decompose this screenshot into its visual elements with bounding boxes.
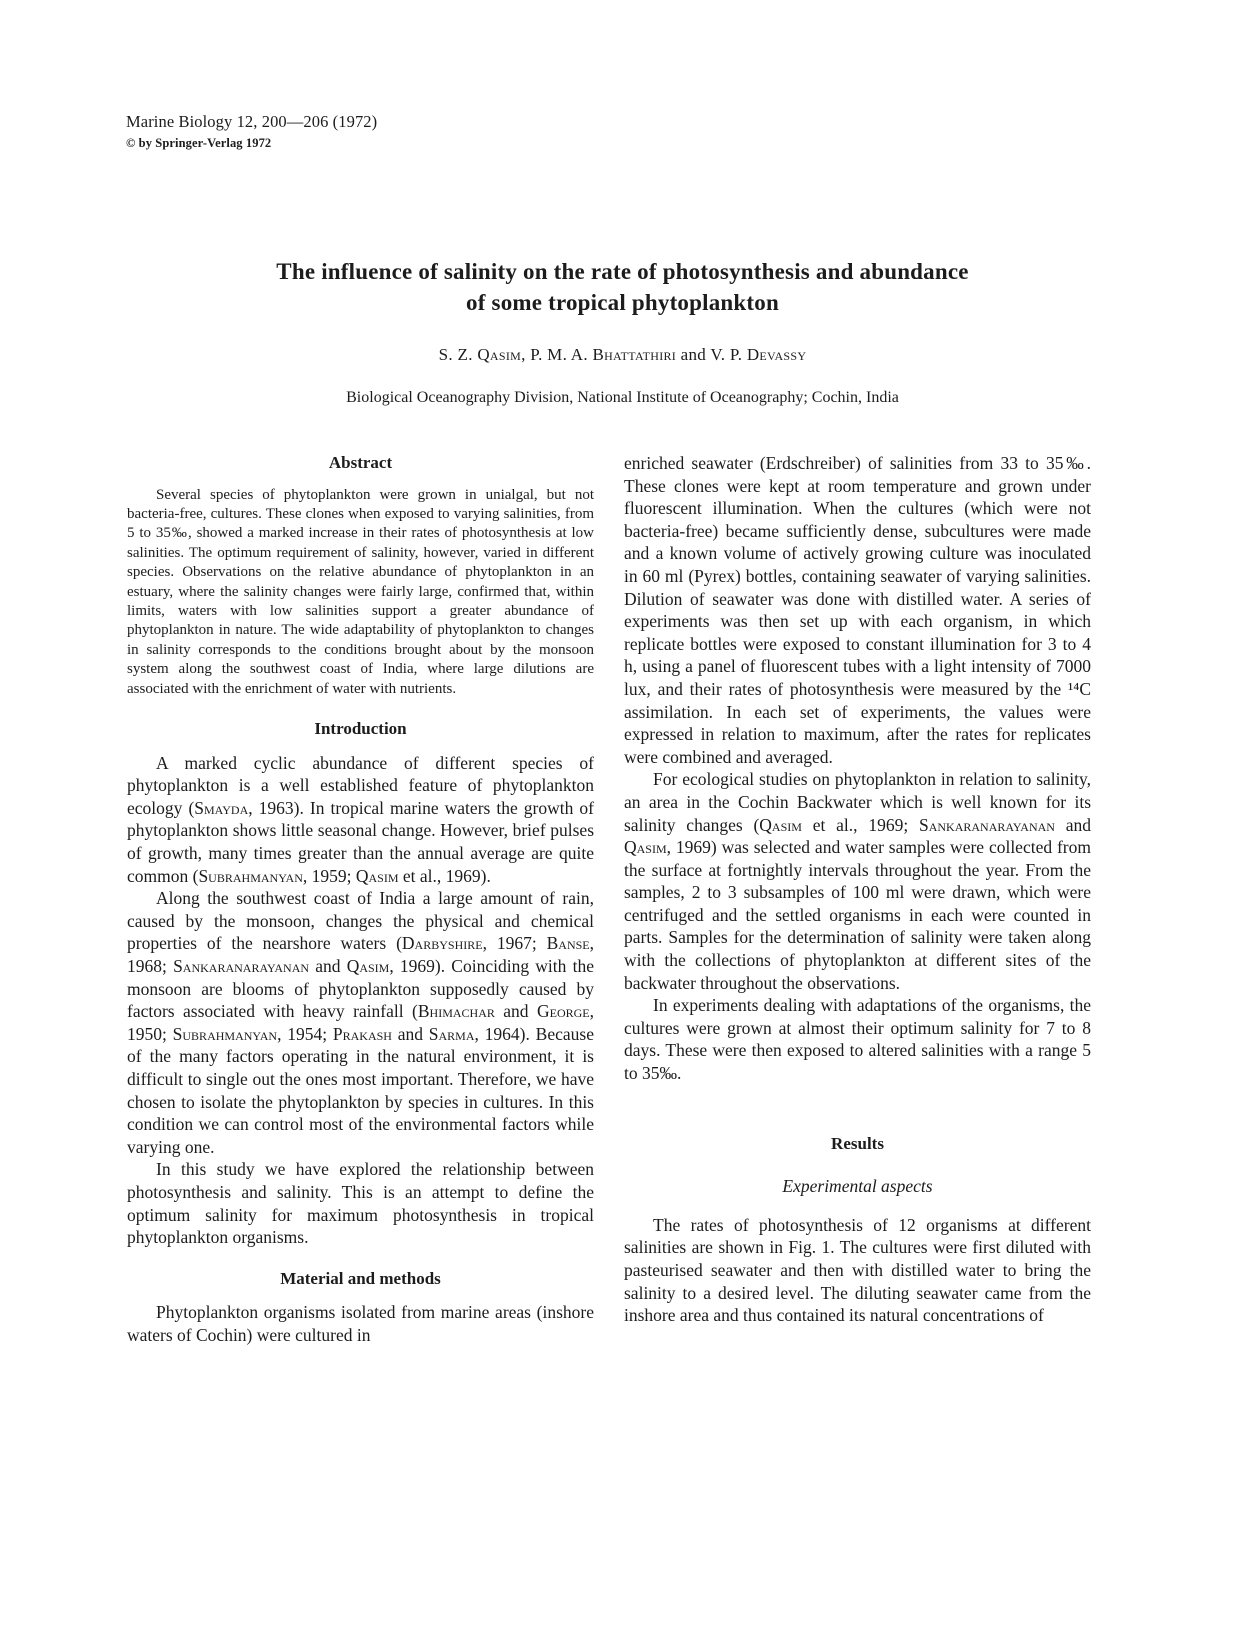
title-line-2: of some tropical phytoplankton [466, 290, 779, 315]
right-column [624, 452, 1091, 1347]
two-column-body [127, 452, 1091, 1347]
abstract-paragraph: Several species of phytoplankton were grown in unialgal, but not bacteria-free, cultures. These clones when exposed to varying salinities, from 5 to 35‰, showed a marked increase in their rates of photosynthesis at low salinities. The optimum requirement of salinity, however, varied in different species. Observations on the relative abundance of phytoplankton in an estuary, where the salinity changes were fairly large, confirmed that, within limits, waters with low salinities support a greater abundance of phytoplankton in nature. The wide adaptability of phytoplankton to changes in salinity corresponds to the conditions brought about by the monsoon system along the southwest coast of India, where large dilutions are associated with the enrichment of water with nutrients. [127, 486, 594, 697]
methods-heading: Material and methods [280, 1268, 441, 1288]
page-title [0, 256, 1245, 318]
left-column [127, 452, 594, 1347]
authors-line: S. Z. Qasim, P. M. A. Bhattathiri and V. P. Devassy [438, 345, 807, 364]
methods-continuation-paragraph: enriched seawater (Erdschreiber) of salinities from 33 to 35‰. These clones were kept at room temperature and grown under fluorescent illumination. When the cultures (which were not bacteria-free) became sufficiently dense, subcultures were made and a known volume of actively growing culture was inoculated in 60 ml (Pyrex) bottles, containing seawater of varying salinities. Dilution of seawater was done with distilled water. A series of experiments was then set up with each organism, in which replicate bottles were exposed to constant illumination for 3 to 4 h, using a panel of fluorescent tubes with a light intensity of 7000 lux, and their rates of photosynthesis were measured by the ¹⁴C assimilation. In each set of experiments, the values were expressed in relation to maximum, after the rates for replicates were combined and averaged. [624, 453, 1091, 767]
results-paragraph: The rates of photosynthesis of 12 organisms at different salinities are shown in Fig. 1. The cultures were first diluted with pasteurised seawater and then with distilled water to bring the salinity to a desired level. The diluting seawater came from the inshore area and thus contained its natural concentrations of [624, 1214, 1091, 1326]
intro-paragraph-3: In this study we have explored the relationship between photosynthesis and salinity. This is an attempt to define the optimum salinity for maximum photosynthesis in tropical phytoplankton organisms. [127, 1159, 594, 1248]
title-line-1: The influence of salinity on the rate of photosynthesis and abundance [276, 259, 969, 284]
journal-header [126, 112, 377, 151]
abstract-heading: Abstract [328, 453, 393, 472]
intro-paragraph-1: A marked cyclic abundance of different species of phytoplankton is a well established feature of phytoplankton ecology (Smayda, 1963). In tropical marine waters the growth of phytoplankton shows little seasonal change. However, brief pulses of growth, many times greater than the annual average are quite common (Subrahmanyan, 1959; Qasim et al., 1969). [127, 752, 594, 886]
ecological-studies-paragraph: For ecological studies on phytoplankton in relation to salinity, an area in the Cochin Backwater which is well known for its salinity changes (Qasim et al., 1969; Sankaranarayanan and Qasim, 1969) was selected and water samples were collected from the surface at fortnightly intervals throughout the year. From the samples, 2 to 3 subsamples of 100 ml were drawn, which were centrifuged and the settled organisms in each were counted in parts. Samples for the determination of salinity were taken along with the collections of phytoplankton at different sites of the backwater throughout the observations. [624, 769, 1091, 993]
copyright-notice: © by Springer-Verlag 1972 [126, 136, 272, 150]
affiliation-line: Biological Oceanography Division, National Institute of Oceanography; Cochin, India [346, 389, 899, 406]
title-block [0, 256, 1245, 407]
intro-paragraph-2: Along the southwest coast of India a large amount of rain, caused by the monsoon, changes the physical and chemical properties of the nearshore waters (Darbyshire, 1967; Banse, 1968; Sankaranarayanan and Qasim, 1969). Coinciding with the monsoon are blooms of phytoplankton supposedly caused by factors associated with heavy rainfall (Bhimachar and George, 1950; Subrahmanyan, 1954; Prakash and Sarma, 1964). Because of the many factors operating in the natural environment, it is difficult to single out the ones most important. Therefore, we have chosen to isolate the phytoplankton by species in cultures. In this condition we can control most of the environmental factors while varying one. [127, 888, 594, 1157]
introduction-heading: Introduction [314, 719, 407, 739]
methods-paragraph: Phytoplankton organisms isolated from marine areas (inshore waters of Cochin) were cultured in [127, 1302, 594, 1345]
experimental-aspects-heading: Experimental aspects [782, 1176, 933, 1197]
results-heading: Results [831, 1133, 884, 1153]
journal-citation: Marine Biology 12, 200—206 (1972) [126, 112, 378, 131]
adaptation-experiments-paragraph: In experiments dealing with adaptations of the organisms, the cultures were grown at almost their optimum salinity for 7 to 8 days. These were then exposed to altered salinities with a range 5 to 35‰. [624, 995, 1091, 1084]
